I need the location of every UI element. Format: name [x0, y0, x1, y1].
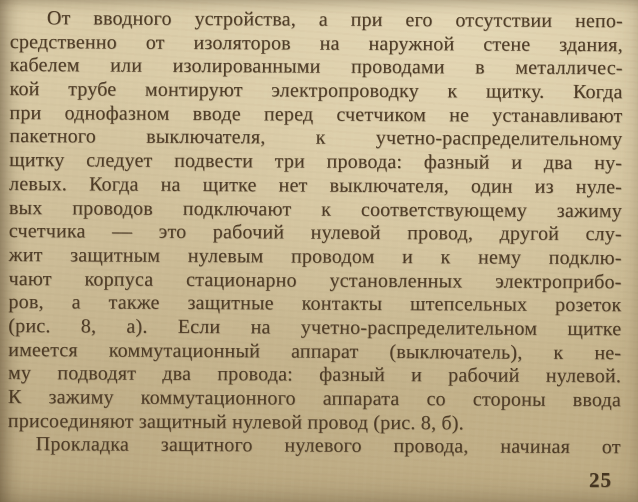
page-text-block — [8, 7, 623, 460]
text-line: чают корпуса стационарно установленных электроприбо- — [8, 267, 622, 293]
text-line: От вводного устройства, а при его отсутствии непо- — [46, 7, 623, 33]
text-line: Прокладка защитного нулевого провода, начиная от — [35, 433, 621, 459]
text-line: вых проводов подключают к соответствующему зажиму — [8, 196, 622, 222]
text-line: при однофазном вводе перед счетчиком не устанавливают — [9, 101, 623, 127]
text-line: присоединяют защитный нулевой провод (рис. 8, б). — [7, 409, 464, 435]
text-line: му подводят два провода: фазный и рабочий нулевой. — [8, 362, 622, 388]
text-line: кабелем или изолированными проводами в металличес- — [9, 54, 623, 80]
page-number: 25 — [589, 468, 612, 492]
text-line: К зажиму коммутационного аппарата со стороны ввода — [7, 385, 622, 412]
text-line: левых. Когда на щитке нет выключателя, один из нуле- — [9, 172, 623, 199]
text-line: (рис. 8, а). Если на учетно-распределительном щитке — [8, 314, 622, 341]
text-line: пакетного выключателя, к учетно-распределительному — [9, 125, 623, 151]
text-line: кой трубе монтируют электропроводку к щитку. Когда — [9, 78, 623, 104]
text-line: ров, а также защитные контакты штепсельных розеток — [8, 291, 622, 317]
text-line: средственно от изоляторов на наружной стене здания, — [9, 30, 623, 56]
text-line: счетчика — это рабочий нулевой провод, другой слу- — [8, 220, 622, 246]
text-line: жит защитным нулевым проводом и к нему подклю- — [8, 243, 622, 270]
text-line: щитку следует подвести три провода: фазный и два ну- — [9, 149, 623, 175]
text-line: имеется коммутационный аппарат (выключатель), к не- — [8, 338, 622, 364]
